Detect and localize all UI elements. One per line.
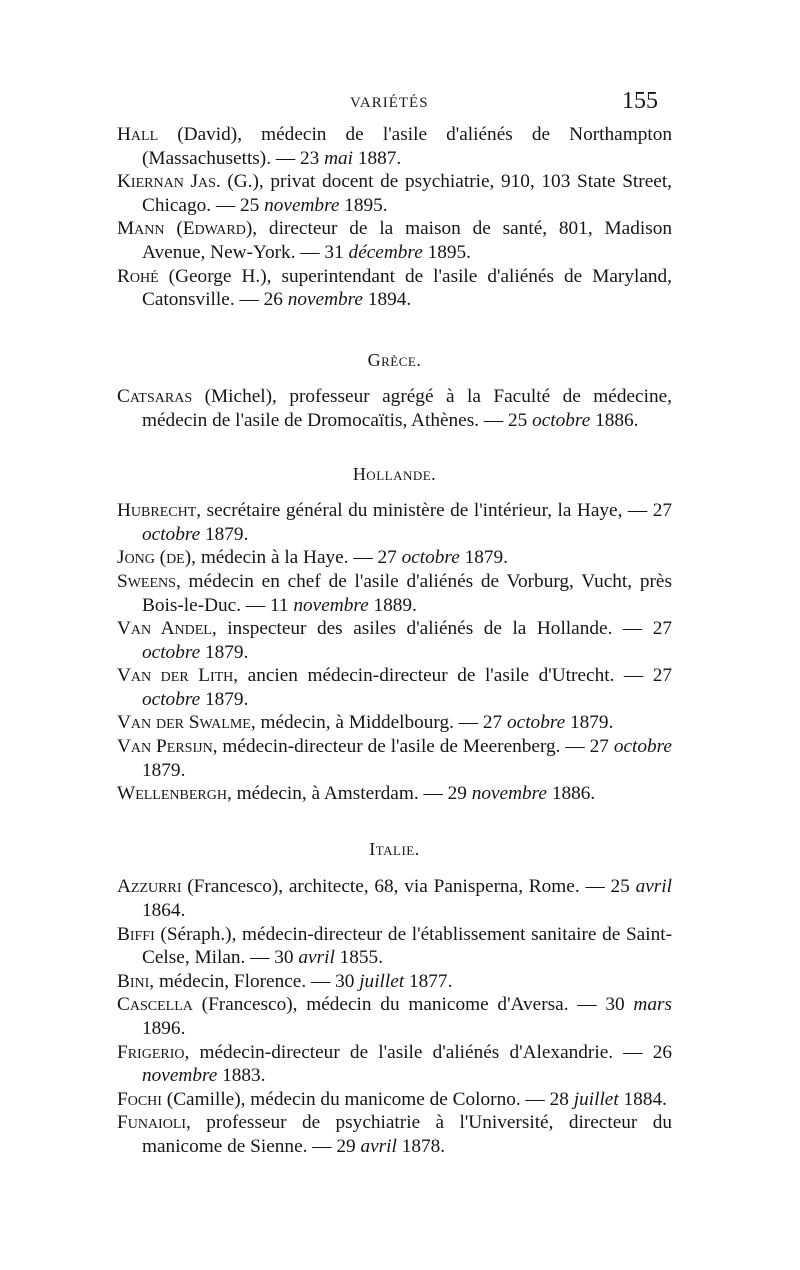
- page-body: [117, 123, 672, 1159]
- section-heading-italie: Italie.: [369, 838, 420, 859]
- entry-details: (Séraph.), médecin-directeur de l'établissement sanitaire de Saint-Celse, Milan. — 30: [142, 923, 672, 969]
- entry-month: novembre: [142, 1065, 218, 1087]
- directory-entry: [117, 1041, 672, 1088]
- entry-year: 1887.: [353, 147, 402, 169]
- entry-name: Frigerio: [117, 1041, 185, 1063]
- directory-entry: [117, 546, 672, 570]
- entry-details: , médecin à la Haye. — 27: [191, 547, 402, 569]
- entry-details: (Francesco), médecin du manicome d'Aversa. — 30: [192, 994, 634, 1016]
- entry-year: 1878.: [396, 1135, 446, 1157]
- entry-name: Kiernan Jas.: [117, 171, 221, 193]
- entry-name: Funaioli: [117, 1112, 187, 1134]
- entry-year: 1895.: [422, 241, 471, 263]
- entry-details: , médecin en chef de l'asile d'aliénés de Vorburg, Vucht, près Bois-le-Duc. — 11: [142, 570, 672, 616]
- entry-name: Van Andel: [117, 618, 212, 640]
- entry-year: 1879.: [200, 641, 249, 663]
- entry-month: avril: [298, 947, 335, 969]
- entry-year: 1879.: [142, 759, 186, 781]
- directory-entry: [117, 123, 672, 170]
- directory-entry: [117, 1088, 672, 1112]
- entry-month: octobre: [532, 409, 591, 431]
- entry-year: 1895.: [339, 194, 388, 216]
- entry-name: Bini: [117, 970, 150, 992]
- page-number: 155: [622, 88, 658, 114]
- entry-year: 1877.: [404, 970, 453, 992]
- entry-details: , médecin-directeur de l'asile de Meerenberg. — 27: [212, 736, 614, 758]
- entry-name: Azzurri: [117, 876, 182, 898]
- entry-year: 1864.: [142, 900, 186, 922]
- entry-month: octobre: [142, 641, 201, 663]
- entry-name: Sweens: [117, 570, 176, 592]
- entry-month: novembre: [293, 594, 369, 616]
- entry-month: juillet: [573, 1088, 619, 1110]
- running-head: VARIÉTÉS: [350, 95, 429, 111]
- entry-details: (G.), privat docent de psychiatrie, 910, 103 State Street, Chicago. — 25: [142, 171, 672, 216]
- entry-name: Hubrecht: [117, 500, 197, 522]
- entry-details: (David), médecin de l'asile d'aliénés de Northampton (Massachusetts). — 23: [142, 124, 672, 169]
- entry-name: Mann (Edward): [117, 218, 253, 240]
- entry-details: , médecin, à Amsterdam. — 29: [226, 783, 472, 805]
- directory-entry: [117, 664, 672, 711]
- entry-month: novembre: [287, 289, 363, 311]
- entry-month: octobre: [142, 523, 201, 545]
- directory-entry: [117, 1111, 672, 1158]
- entry-year: 1886.: [590, 409, 639, 431]
- entry-details: (Michel), professeur agrégé à la Faculté de médecine, médecin de l'asile de Dromocaïtis, Athènes. — 25: [142, 386, 672, 431]
- entry-details: , secrétaire général du ministère de l'intérieur, la Haye, — 27: [196, 500, 672, 522]
- directory-entry: [117, 499, 672, 546]
- entry-name: Cascella: [117, 994, 193, 1016]
- entry-details: (Camille), médecin du manicome de Colorno. — 28: [161, 1088, 574, 1110]
- entry-year: 1879.: [459, 547, 508, 569]
- directory-entry: [117, 993, 672, 1040]
- entry-month: novembre: [471, 783, 547, 805]
- directory-entry: [117, 265, 672, 312]
- entry-name: Jong (de): [117, 547, 192, 569]
- entry-name: Van Persijn: [117, 736, 213, 758]
- entry-month: novembre: [264, 194, 340, 216]
- entry-year: 1889.: [368, 594, 417, 616]
- directory-entry: [117, 782, 672, 806]
- entry-month: décembre: [348, 241, 423, 263]
- entry-details: , médecin-directeur de l'asile d'aliénés d'Alexandrie. — 26: [184, 1041, 672, 1063]
- entry-year: 1879.: [200, 523, 249, 545]
- entry-details: (Francesco), architecte, 68, via Panisperna, Rome. — 25: [181, 876, 636, 898]
- entry-details: , ancien médecin-directeur de l'asile d'Utrecht. — 27: [233, 665, 672, 687]
- entry-year: 1884.: [618, 1088, 667, 1110]
- directory-entry: [117, 970, 672, 994]
- directory-entry: [117, 711, 672, 735]
- directory-entry: [117, 617, 672, 664]
- directory-entry: [117, 923, 672, 970]
- entry-name: Wellenbergh: [117, 783, 227, 805]
- directory-entry: [117, 570, 672, 617]
- entry-name: Fochi: [117, 1088, 162, 1110]
- entry-details: , médecin, Florence. — 30: [149, 970, 360, 992]
- entry-month: mai: [324, 147, 353, 169]
- directory-entry: [117, 170, 672, 217]
- section-heading-grece: Grèce.: [367, 349, 422, 370]
- entry-year: 1879.: [200, 688, 249, 710]
- entry-details: (George H.), superintendant de l'asile d'aliénés de Maryland, Catonsville. — 26: [142, 265, 672, 311]
- entry-name: Catsaras: [117, 386, 193, 408]
- entry-year: 1886.: [547, 783, 596, 805]
- entry-details: , professeur de psychiatrie à l'Université, directeur du manicome de Sienne. — 29: [142, 1112, 672, 1157]
- entry-month: octobre: [401, 547, 460, 569]
- entry-details: , directeur de la maison de santé, 801, Madison Avenue, New-York. — 31: [142, 218, 672, 263]
- entry-month: mars: [633, 994, 672, 1016]
- entry-year: 1894.: [363, 289, 412, 311]
- entry-year: 1883.: [217, 1065, 266, 1087]
- entry-year: 1896.: [142, 1018, 186, 1039]
- entry-details: , médecin, à Middelbourg. — 27: [250, 712, 507, 734]
- entry-details: , inspecteur des asiles d'aliénés de la Hollande. — 27: [211, 618, 672, 640]
- directory-entry: [117, 385, 672, 432]
- directory-entry: [117, 217, 672, 264]
- entry-year: 1855.: [334, 947, 384, 969]
- section-heading-hollande: Hollande.: [352, 463, 437, 484]
- entry-month: octobre: [613, 736, 672, 758]
- entry-year: 1879.: [565, 712, 614, 734]
- entry-name: Van der Lith: [117, 665, 234, 687]
- directory-entry: [117, 875, 672, 922]
- directory-entry: [117, 735, 672, 782]
- entry-month: avril: [360, 1135, 397, 1157]
- entry-name: Biffi: [117, 923, 155, 945]
- entry-month: avril: [635, 876, 672, 898]
- entry-name: Hall: [117, 124, 159, 145]
- entry-month: octobre: [142, 688, 201, 710]
- entry-name: Rohé: [117, 265, 159, 287]
- entry-name: Van der Swalme: [117, 712, 251, 734]
- entry-month: octobre: [507, 712, 566, 734]
- entry-month: juillet: [359, 970, 405, 992]
